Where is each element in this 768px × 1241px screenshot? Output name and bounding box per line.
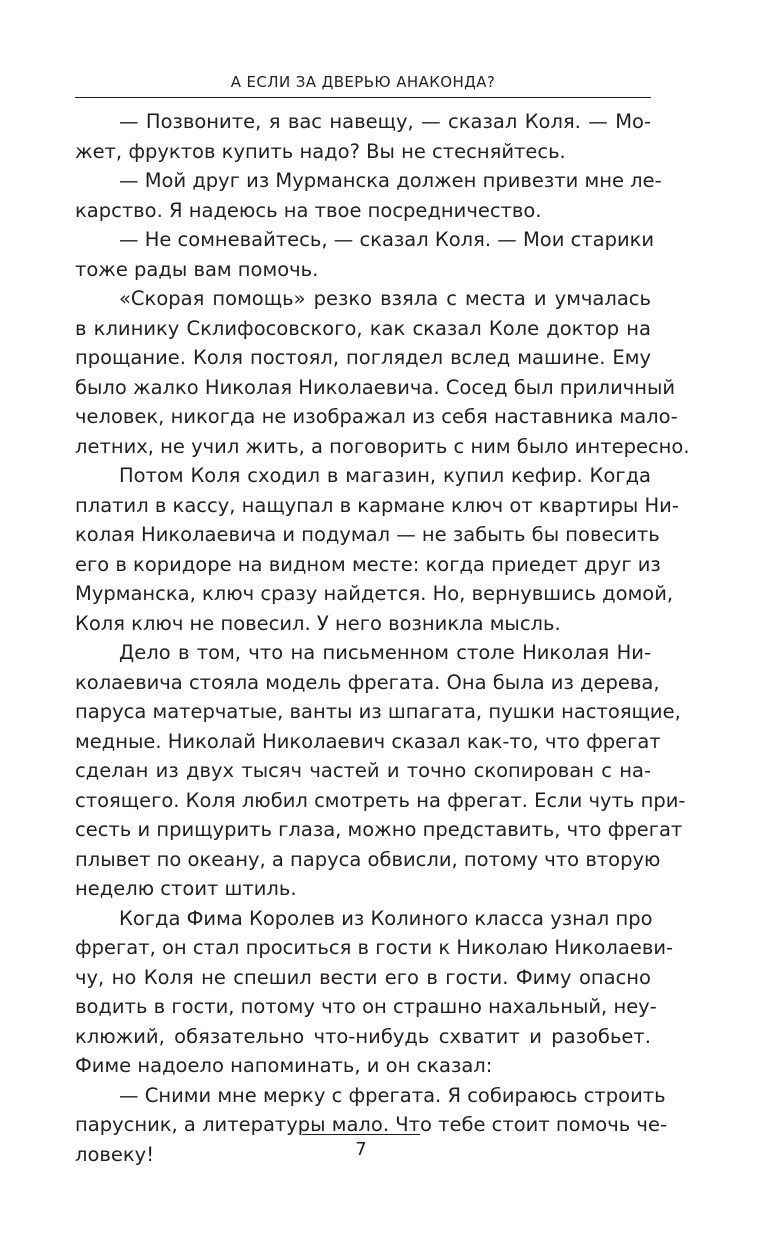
text-line: Потом Коля сходил в магазин, купил кефир. Когда bbox=[119, 464, 651, 487]
text-line: платил в кассу, нащупал в кармане ключ от квартиры Ни- bbox=[75, 493, 679, 517]
text-line: — Позвоните, я вас навещу, — сказал Коля. — Мо- bbox=[119, 110, 651, 133]
text-line: тоже рады вам помочь. bbox=[75, 257, 319, 281]
text-line: неделю стоит штиль. bbox=[75, 877, 297, 900]
text-line: плывет по океану, а паруса обвисли, потому что вторую bbox=[75, 847, 661, 871]
body-text bbox=[75, 107, 690, 1169]
text-line: Мурманска, ключ сразу найдется. Но, вернувшись домой, bbox=[75, 582, 674, 605]
text-line: Коля ключ не повесил. У него возникла мысль. bbox=[75, 611, 561, 635]
text-line: — Не сомневайтесь, — сказал Коля. — Мои старики bbox=[119, 228, 655, 251]
running-head-title: А ЕСЛИ ЗА ДВЕРЬЮ АНАКОНДА? bbox=[230, 73, 496, 91]
text-line: колая Николаевича и подумал — не забыть бы повесить bbox=[75, 523, 660, 546]
header-divider bbox=[75, 97, 651, 98]
book-page bbox=[75, 0, 690, 1241]
text-line: было жалко Николая Николаевича. Сосед был приличный bbox=[75, 375, 676, 399]
text-line: паруса матерчатые, ванты из шпагата, пушки настоящие, bbox=[75, 700, 681, 723]
text-line: Когда Фима Королев из Колиного класса узнал про bbox=[119, 906, 653, 930]
text-line: — Мой друг из Мурманска должен привезти мне ле- bbox=[119, 169, 662, 192]
text-line: водить в гости, потому что он страшно нахальный, неу- bbox=[75, 995, 657, 1018]
text-line: Дело в том, что на письменном столе Николая Ни- bbox=[119, 641, 651, 664]
text-line: прощание. Коля постоял, поглядел вслед машине. Ему bbox=[75, 346, 651, 369]
text-line: «Скорая помощь» резко взяла с места и умчалась bbox=[119, 287, 651, 310]
text-line: медные. Николай Николаевич сказал как-то, что фрегат bbox=[75, 729, 661, 753]
text-line: сделан из двух тысяч частей и точно скопирован с на- bbox=[75, 759, 651, 782]
text-line: стоящего. Коля любил смотреть на фрегат. Если чуть при- bbox=[75, 788, 686, 812]
text-line: чу, но Коля не спешил вести его в гости. Фиму опасно bbox=[75, 965, 651, 989]
footer-divider bbox=[302, 1134, 420, 1135]
text-line: карство. Я надеюсь на твое посредничество. bbox=[75, 198, 542, 222]
text-line: фрегат, он стал проситься в гости к Николаю Николаеви- bbox=[75, 936, 674, 959]
page-number: 7 bbox=[355, 1139, 367, 1160]
text-line: ловеку! bbox=[75, 1142, 155, 1166]
text-line: парусник, а литературы мало. Что тебе стоит помочь че- bbox=[75, 1113, 667, 1136]
text-line: клюжий, обязательно что-нибудь схватит и разобьет. bbox=[75, 1024, 651, 1048]
text-line: сесть и прищурить глаза, можно представить, что фрегат bbox=[75, 818, 683, 841]
text-line: — Сними мне мерку с фрегата. Я собираюсь строить bbox=[119, 1083, 666, 1107]
text-line: в клинику Склифосовского, как сказал Коле доктор на bbox=[75, 316, 651, 340]
text-line: колаевича стояла модель фрегата. Она была из дерева, bbox=[75, 670, 660, 694]
text-line: летних, не учил жить, а поговорить с ним было интересно. bbox=[75, 434, 690, 458]
text-line: человек, никогда не изображал из себя наставника мало- bbox=[75, 405, 678, 428]
text-line: его в коридоре на видном месте: когда приедет друг из bbox=[75, 552, 661, 576]
text-line: Фиме надоело напоминать, и он сказал: bbox=[75, 1054, 493, 1077]
text-line: жет, фруктов купить надо? Вы не стесняйтесь. bbox=[75, 139, 566, 163]
